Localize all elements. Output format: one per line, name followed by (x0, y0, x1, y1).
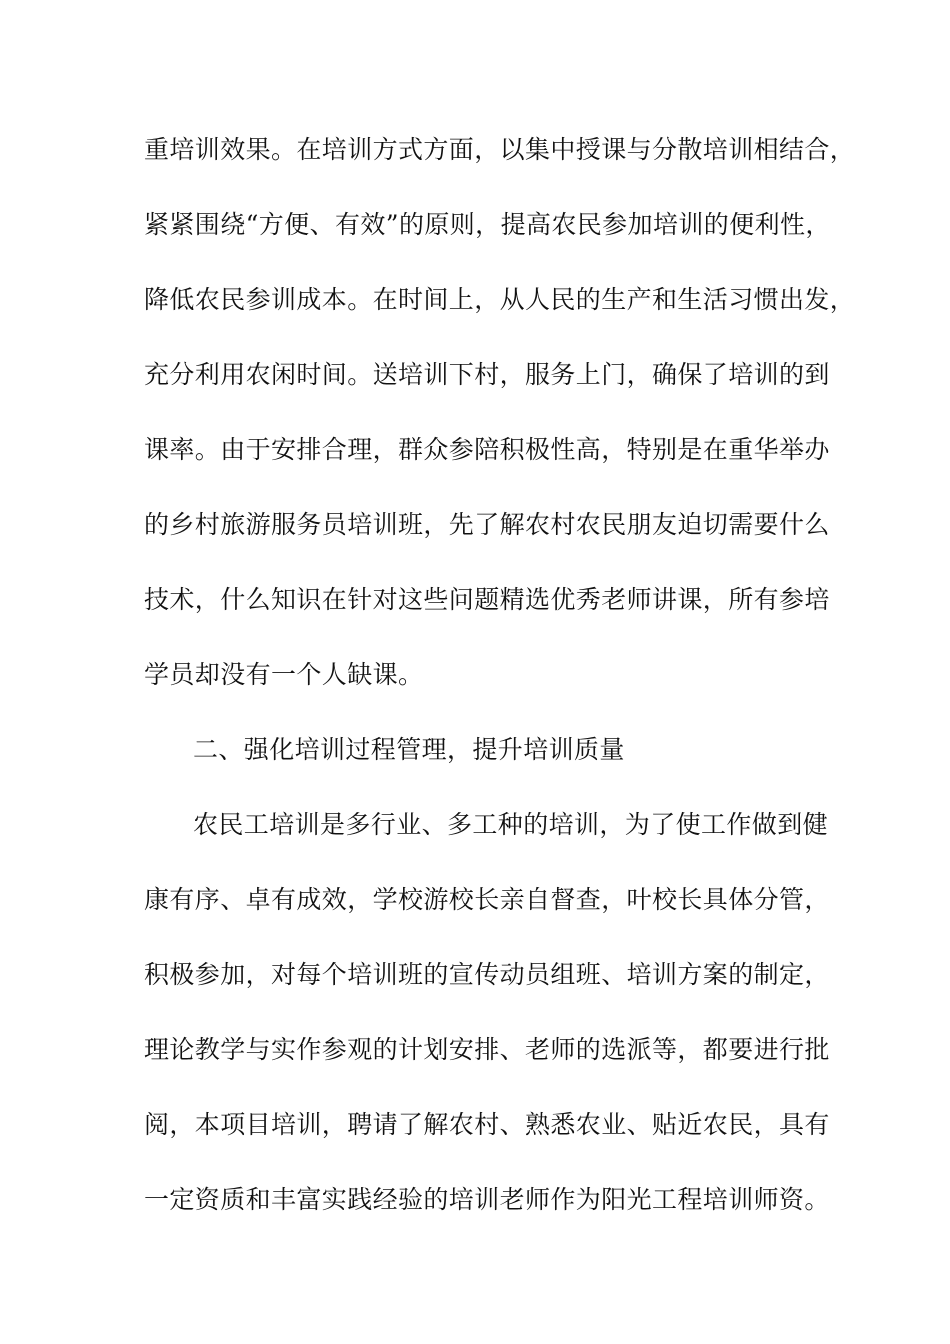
paragraph-line: 积极参加，对每个培训班的宣传动员组班、培训方案的制定， (144, 960, 830, 989)
paragraph-line: 农民工培训是多行业、多工种的培训，为了使工作做到健 (193, 810, 829, 839)
paragraph-line: 的乡村旅游服务员培训班，先了解农村农民朋友迫切需要什么 (144, 510, 830, 539)
paragraph-line: 降低农民参训成本。在时间上，从人民的生产和生活习惯出发， (144, 285, 856, 314)
paragraph-line: 重培训效果。在培训方式方面，以集中授课与分散培训相结合， (144, 135, 856, 164)
section-heading: 二、强化培训过程管理，提升培训质量 (193, 735, 625, 764)
paragraph-line: 阅，本项目培训，聘请了解农村、熟悉农业、贴近农民，具有 (144, 1110, 830, 1139)
paragraph-line: 一定资质和丰富实践经验的培训老师作为阳光工程培训师资。 (144, 1185, 830, 1214)
paragraph-line: 技术，什么知识在针对这些问题精选优秀老师讲课，所有参培 (144, 585, 830, 614)
paragraph-line: 紧紧围绕“方便、有效”的原则，提高农民参加培训的便利性， (144, 210, 831, 239)
paragraph-line: 学员却没有一个人缺课。 (144, 660, 424, 689)
paragraph-line: 理论教学与实作参观的计划安排、老师的选派等，都要进行批 (144, 1035, 830, 1064)
paragraph-line: 充分利用农闲时间。送培训下村，服务上门，确保了培训的到 (144, 360, 830, 389)
paragraph-line: 课率。由于安排合理，群众参陪积极性高，特别是在重华举办 (144, 435, 830, 464)
paragraph-line: 康有序、卓有成效，学校游校长亲自督查，叶校长具体分管， (144, 885, 830, 914)
